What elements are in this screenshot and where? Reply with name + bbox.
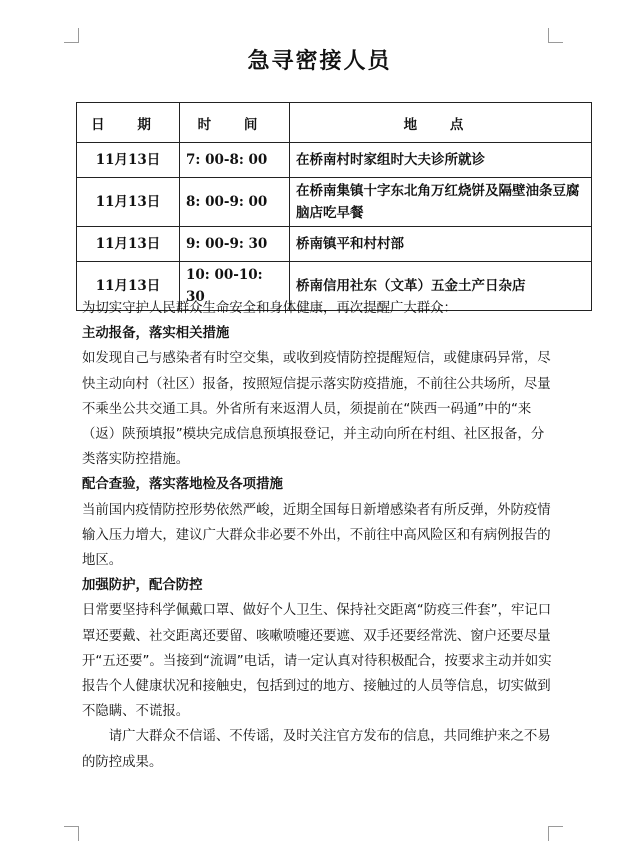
cell-date: 11月13日: [77, 178, 180, 227]
page-corner-mark-top-right: [548, 28, 563, 43]
cell-place: 在桥南集镇十字东北角万红烧饼及隔壁油条豆腐脑店吃早餐: [290, 178, 592, 227]
cell-date: 11月13日: [77, 143, 180, 178]
section-paragraph: 日常要坚持科学佩戴口罩、做好个人卫生、保持社交距离“防疫三件套”，牢记口罩还要戴、社交距离还要留、咳嗽喷嚏还要遮、双手还要经常洗、窗户还要尽量开“五还要”。当接到“流调”电话，请一定认真对待积极配合，按要求主动并如实报告个人健康状况和接触史，包括到过的地方、接触过的人员等信息，切实做到不隐瞒、不谎报。: [82, 603, 552, 720]
table-row: [77, 143, 592, 178]
section-heading: 配合查验，落实落地检及各项措施: [82, 477, 283, 493]
section-paragraph: 当前国内疫情防控形势依然严峻，近期全国每日新增感染者有所反弹，外防疫情输入压力增大，建议广大群众非必要不外出，不前往中高风险区和有病例报告的地区。: [82, 502, 551, 569]
header-place: 地 点: [290, 103, 592, 143]
header-date: 日 期: [77, 103, 180, 143]
section-heading: 加强防护，配合防控: [82, 578, 203, 594]
page-corner-mark-bottom-right: [548, 826, 563, 841]
header-time: 时 间: [180, 103, 290, 143]
cell-place: 在桥南村时家组时大夫诊所就诊: [290, 143, 592, 178]
cell-time: 8: 00-9: 00: [180, 178, 290, 227]
schedule-table: [76, 102, 592, 311]
table-row: [77, 227, 592, 262]
cell-time: 9: 00-9: 30: [180, 227, 290, 262]
closing-paragraph: 请广大群众不信谣、不传谣，及时关注官方发布的信息，共同维护来之不易的防控成果。: [82, 729, 551, 770]
cell-date: 11月13日: [77, 262, 180, 311]
section-paragraph: 如发现自己与感染者有时空交集，或收到疫情防控提醒短信，或健康码异常，尽快主动向村（社区）报备，按照短信提示落实防疫措施，不前往公共场所，尽量不乘坐公共交通工具。外省所有来返渭人员，须提前在“陕西一码通”中的“来（返）陕预填报”模块完成信息预填报登记，并主动向所在村组、社区报备，分类落实防控措施。: [82, 351, 551, 468]
document-body: [82, 296, 554, 775]
intro-paragraph: 为切实守护人民群众生命安全和身体健康，再次提醒广大群众：: [82, 301, 457, 316]
cell-time: 7: 00-8: 00: [180, 143, 290, 178]
section-heading: 主动报备，落实相关措施: [82, 326, 230, 342]
cell-date: 11月13日: [77, 227, 180, 262]
document-title: 急寻密接人员: [247, 48, 392, 74]
table-header-row: [77, 103, 592, 143]
table-row: [77, 178, 592, 227]
cell-place: 桥南镇平和村村部: [290, 227, 592, 262]
page-corner-mark-bottom-left: [64, 826, 79, 841]
page-corner-mark-top-left: [64, 28, 79, 43]
cell-time: 10: 00-10: 30: [180, 262, 290, 311]
cell-place: 桥南信用社东（文革）五金土产日杂店: [290, 262, 592, 311]
